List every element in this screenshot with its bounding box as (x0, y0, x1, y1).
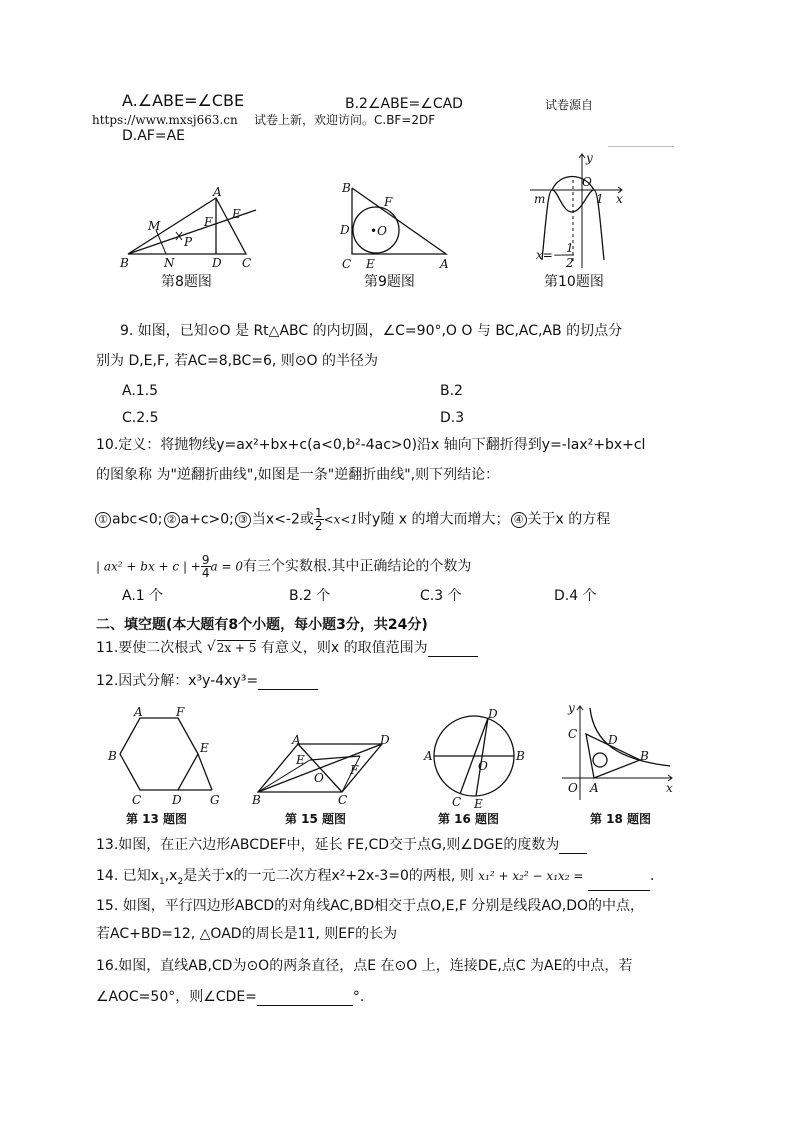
f16-O: O (478, 759, 488, 773)
q14 (96, 867, 654, 891)
f15-F: F (350, 763, 359, 777)
f15-E: E (296, 753, 305, 767)
f13-F: F (176, 705, 185, 719)
q12 (96, 672, 318, 690)
f10-one: 1 (596, 192, 604, 206)
f16-A: A (424, 749, 433, 763)
q10-circle-3: ③ (235, 512, 251, 528)
q10-circle-4: ④ (511, 512, 527, 528)
f15-D: D (380, 733, 390, 747)
f10-xeq: x=− (536, 248, 563, 262)
q10-stmt-5: 有三个实数根.其中正确结论的个数为 (242, 558, 472, 575)
f9-F: F (384, 195, 393, 209)
f18-B: B (640, 749, 649, 763)
q10-stmt-2: a+c>0; (180, 511, 234, 528)
q10-option-c: C.3 个 (420, 588, 462, 604)
q9-option-d: D.3 (440, 410, 465, 426)
f13-C: C (132, 793, 142, 807)
f8-A: A (213, 185, 222, 199)
q9-option-a: A.1.5 (122, 383, 159, 399)
section-2-heading: 二、填空题(本大题有8个小题，每小题3分，共24分) (96, 617, 428, 633)
divider (608, 146, 674, 147)
f13-A: A (134, 705, 143, 719)
figure-18 (560, 701, 680, 804)
f15-O: O (314, 771, 324, 785)
q13-answer-blank[interactable] (559, 839, 587, 854)
figure-13 (100, 705, 230, 808)
f9-E: E (366, 257, 375, 271)
q14-sub2: 2 (177, 876, 184, 887)
q14-sub1: 1 (159, 876, 165, 887)
f9-D: D (340, 223, 350, 237)
q13-text: 13.如图，在正六边形ABCDEF中，延长 FE,CD交于点G,则∠DGE的度数为 (96, 837, 560, 853)
q10-equation-line (96, 554, 471, 579)
figure-16 (424, 707, 525, 811)
figure-18-caption: 第 18 题图 (590, 812, 652, 826)
q9-line1: 9. 如图，已知⊙O 是 Rt△ABC 的内切圆，∠C=90°,O O 与 BC,AC,AB 的切点分 (120, 323, 623, 339)
figure-16-caption: 第 16 题图 (438, 812, 500, 826)
figure-15 (250, 733, 400, 807)
f9-O: •O (370, 224, 387, 238)
q14-pre: 14. 已知x (96, 868, 159, 884)
f13-B: B (108, 749, 117, 763)
q10-option-d: D.4 个 (554, 588, 597, 604)
q10-eq-left: | ax² + bx + c | + (96, 559, 201, 574)
f8-D: D (212, 256, 222, 270)
q10-statements (94, 507, 610, 532)
f8-E: E (232, 207, 241, 221)
q10-stmt-3a: 当x<-2或 (251, 511, 314, 528)
f18-C: C (568, 727, 578, 741)
f10-half-den: 2 (566, 256, 574, 270)
notice-option-c: 试卷上新，欢迎访问。C.BF=2DF (254, 113, 436, 127)
q9-line2: 别为 D,E,F, 若AC=8,BC=6, 则⊙O 的半径为 (96, 353, 378, 369)
figure-9-caption: 第9题图 (364, 274, 415, 290)
option-b: B.2∠ABE=∠CAD (345, 96, 463, 112)
q12-answer-blank[interactable] (258, 675, 318, 690)
q10-circle-1: ① (95, 512, 111, 528)
q16-line1: 16.如图，直线AB,CD为⊙O的两条直径，点E 在⊙O 上，连接DE,点C 为AE的中点，若 (96, 958, 633, 974)
figure-13-caption: 第 13 题图 (126, 812, 188, 826)
q11-radical (207, 639, 257, 657)
f16-B: B (516, 749, 525, 763)
f13-D: D (172, 793, 182, 807)
q10-stmt-3c: 时y随 x 的增大而增大； (358, 511, 510, 528)
radical-sign-icon: √ (206, 639, 216, 655)
q16-text: ∠AOC=50°，则∠CDE= (96, 989, 257, 1005)
figure-8 (118, 185, 268, 270)
f18-x: x (666, 781, 673, 795)
q13 (96, 836, 587, 854)
q10-eq-right: a = 0 (210, 559, 243, 574)
q14-answer-blank[interactable] (588, 876, 650, 891)
f8-B: B (120, 256, 129, 270)
option-a: A.∠ABE=∠CBE (122, 91, 245, 110)
q10-fraction-nine-quarters: $\frac{9}{4}$ (201, 553, 210, 580)
f8-N: N (164, 256, 175, 270)
f18-y: y (568, 701, 575, 715)
q16-degree: °. (352, 989, 365, 1005)
f9-A: A (440, 257, 449, 271)
f16-C: C (452, 795, 462, 809)
q10-stmt-1: abc<0; (112, 511, 163, 528)
figure-10 (530, 150, 630, 270)
f18-O: O (568, 781, 578, 795)
q9-option-c: C.2.5 (122, 410, 159, 426)
q16-answer-blank[interactable] (257, 991, 353, 1006)
figure-9 (336, 180, 456, 270)
q9-option-b: B.2 (440, 383, 463, 399)
q15-line1: 15. 如图，平行四边形ABCD的对角线AC,BD相交于点O,E,F 分别是线段AO,DO的中点， (96, 898, 645, 914)
f13-E: E (200, 741, 209, 755)
f18-D: D (608, 733, 618, 747)
q11-pre: 11.要使二次根式 (96, 640, 203, 656)
option-d: D.AF=AE (122, 128, 186, 144)
f10-y: y (586, 151, 593, 165)
f13-G: G (210, 793, 220, 807)
f10-m: m (534, 192, 546, 206)
q10-stmt-3b: <x<1 (323, 512, 359, 527)
figure-8-caption: 第8题图 (161, 274, 212, 290)
q10-line2: 的图象称 为"逆翻折曲线",如图是一条"逆翻折曲线",则下列结论： (96, 467, 500, 483)
q14-end: . (649, 868, 655, 884)
q15-line2: 若AC+BD=12, △OAD的周长是11, 则EF的长为 (96, 926, 398, 942)
f8-C: C (242, 256, 252, 270)
f15-C: C (338, 793, 348, 807)
f8-M: M (148, 219, 161, 233)
q10-line1: 10.定义：将抛物线y=ax²+bx+c(a<0,b²-4ac>0)沿x 轴向下翻折得到y=-lax²+bx+cl (96, 437, 646, 453)
q14-mid: ,x (164, 868, 178, 884)
q14-text: 是关于x的一元二次方程x²+2x-3=0的两根, 则 (183, 868, 474, 884)
f8-P: P (184, 235, 193, 249)
q11-radicand: 2x + 5 (216, 641, 257, 655)
q11 (96, 639, 478, 657)
f15-A: A (292, 733, 301, 747)
q11-post: 有意义，则x 的取值范围为 (260, 640, 428, 656)
f18-A: A (590, 781, 599, 795)
f10-x: x (616, 192, 623, 206)
q10-fraction-half: $\frac{1}{2}$ (314, 506, 323, 533)
q10-stmt-4: 关于x 的方程 (527, 511, 611, 528)
f15-B: B (252, 793, 261, 807)
f10-half-num: 1 (566, 241, 574, 255)
source-note: 试卷源自 (545, 98, 594, 112)
source-url[interactable]: https://www.mxsj663.cn (92, 113, 238, 127)
f9-C: C (342, 257, 352, 271)
f9-B: B (342, 181, 351, 195)
q11-answer-blank[interactable] (428, 642, 478, 657)
q12-text: 12.因式分解：x³y-4xy³= (96, 673, 259, 689)
q10-option-b: B.2 个 (289, 588, 331, 604)
q14-expression: x₁² + x₂² − x₁x₂ = (478, 869, 584, 883)
figure-10-caption: 第10题图 (544, 274, 604, 290)
f16-D: D (488, 707, 498, 721)
figure-15-caption: 第 15 题图 (285, 812, 347, 826)
f10-O: O (582, 175, 592, 189)
f16-E: E (474, 797, 483, 811)
f8-F: F (204, 215, 213, 229)
q10-circle-2: ② (164, 512, 180, 528)
q16-line2 (96, 988, 364, 1006)
q10-option-a: A.1 个 (122, 588, 164, 604)
